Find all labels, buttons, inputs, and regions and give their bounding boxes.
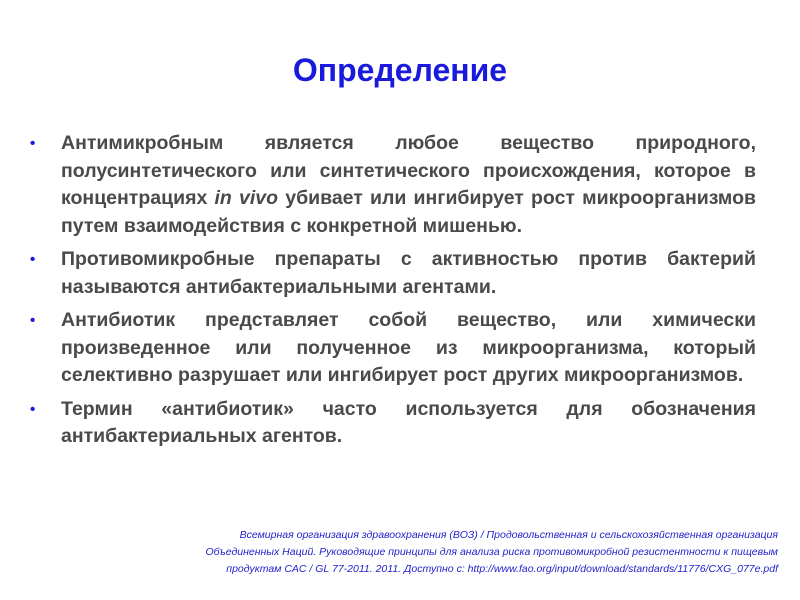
slide-title: Определение [292, 52, 508, 88]
bullet-marker: • [30, 400, 36, 418]
bullet-text-part: Антимикробным является любое вещество природного, полусинтетического или синтетического происхождения, которое в концентрациях [61, 132, 756, 209]
citation-line-2: Объединенных Наций. Руководящие принципы для анализа риска противомикробной резистентности к пищевым [205, 546, 778, 558]
bullet-item-antibiotic [30, 307, 756, 390]
bullet-text [61, 132, 756, 237]
bullet-item-antibacterial [30, 246, 756, 301]
bullet-item-definition [30, 130, 756, 240]
bullet-text: Противомикробные препараты с активностью против бактерий называются антибактериальными агентами. [61, 248, 756, 298]
bullet-text: Термин «антибиотик» часто используется для обозначения антибактериальных агентов. [61, 397, 756, 447]
bullet-text-italic: in vivo [214, 187, 279, 209]
citation-line-3: продуктам CAC / GL 77-2011. 2011. Доступно с: http://www.fao.org/input/download/standards/11776/CXG_077e.pdf [226, 563, 778, 575]
source-citation [20, 527, 778, 578]
bullet-marker: • [30, 312, 36, 329]
bullet-marker: • [30, 251, 36, 268]
bullet-marker: • [30, 135, 36, 152]
bullet-text: Антибиотик представляет собой вещество, или химически произведенное или полученное из микроорганизма, который селективно разрушает или ингибирует рост других микроорганизмов. [61, 309, 756, 386]
bullet-text-part: убивает или ингибирует рост микроорганизмов путем взаимодействия с конкретной мишенью. [61, 187, 756, 237]
bullet-list [30, 130, 756, 457]
bullet-item-term [30, 396, 756, 451]
citation-line-1: Всемирная организация здравоохранения (ВОЗ) / Продовольственная и сельскохозяйственная организация [239, 529, 778, 541]
